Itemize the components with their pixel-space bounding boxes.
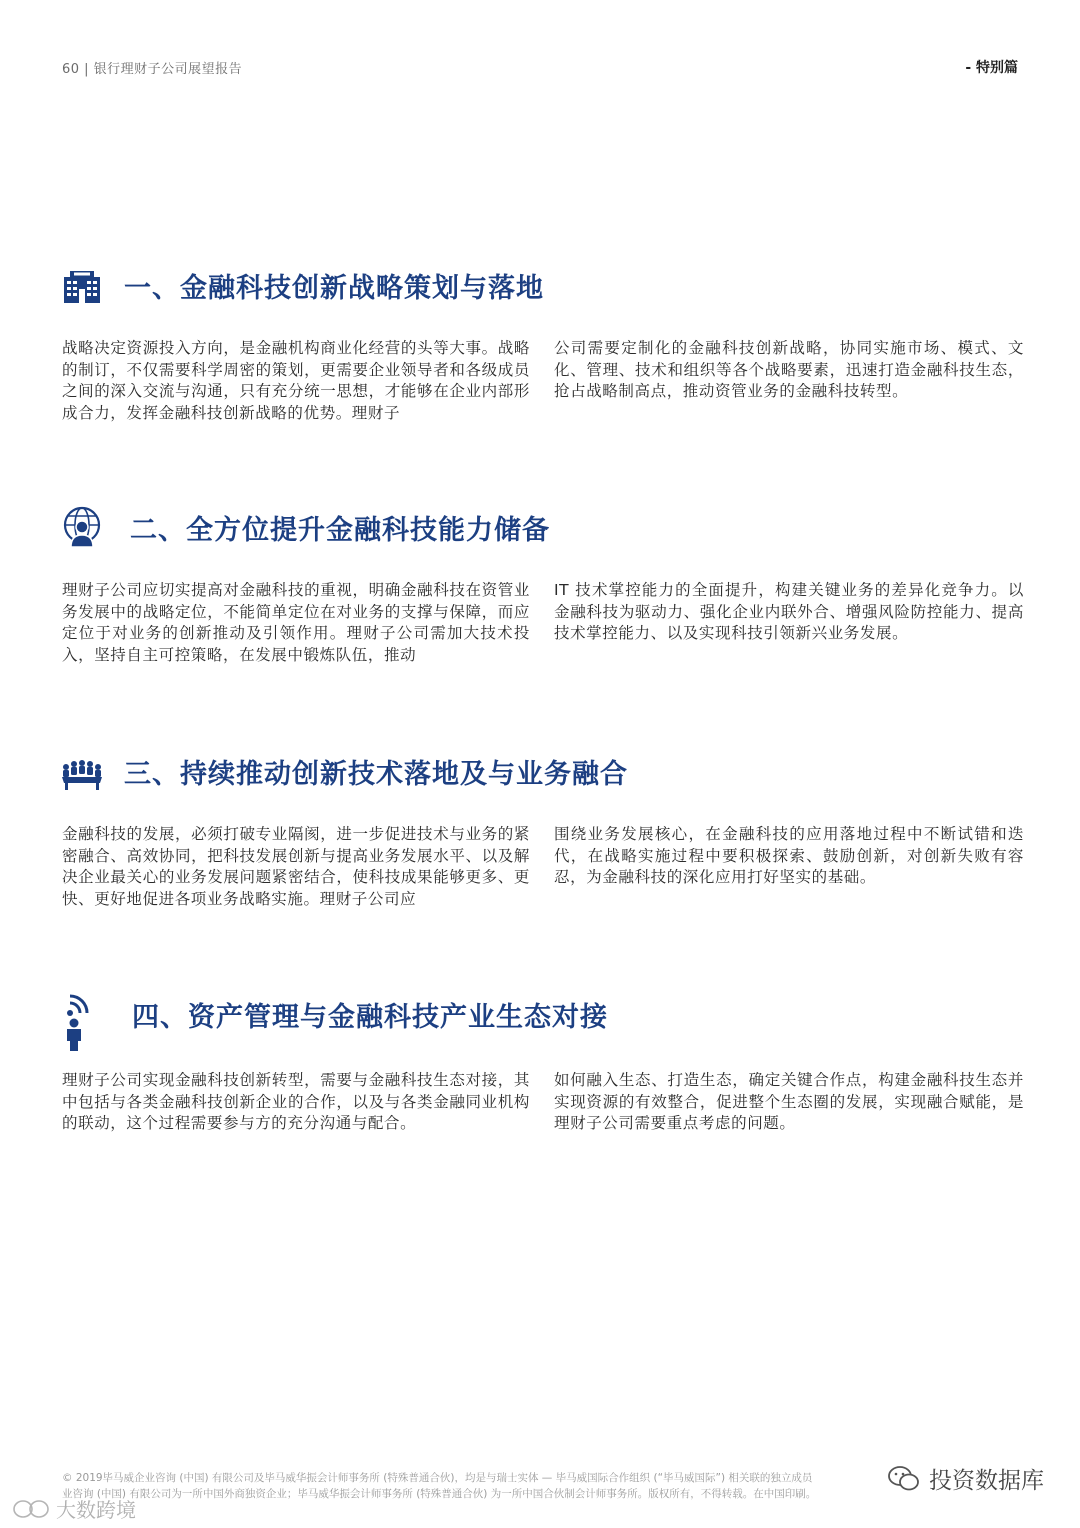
watermark-right xyxy=(887,1462,1044,1495)
page-header-right: - 特别篇 xyxy=(965,60,1018,76)
section-text-right: 围绕业务发展核心，在金融科技的应用落地过程中不断试错和迭代，在战略实施过程中要积极探索、鼓励创新，对创新失败有容忍，为金融科技的深化应用打好坚实的基础。 xyxy=(554,825,1024,886)
page-header-left: 60 | 银行理财子公司展望报告 xyxy=(62,62,243,77)
person-signal-icon xyxy=(60,993,104,1053)
section-title: 三、持续推动创新技术落地及与业务融合 xyxy=(124,758,628,790)
section-text-right: IT 技术掌控能力的全面提升，构建关键业务的差异化竞争力。以金融科技为驱动力、强化企业内联外合、增强风险防控能力、提高技术掌控能力、以及实现科技引领新兴业务发展。 xyxy=(554,581,1024,642)
section-text-right: 公司需要定制化的金融科技创新战略，协同实施市场、模式、文化、管理、技术和组织等各个战略要素，迅速打造金融科技生态，抢占战略制高点，推动资管业务的金融科技转型。 xyxy=(554,339,1024,400)
section-text-left: 金融科技的发展，必须打破专业隔阂，进一步促进技术与业务的紧密融合、高效协同，把科技发展创新与提高业务发展水平、以及解决企业最关心的业务发展问题紧密结合，使科技成果能够更多、更快、更好地促进各项业务战略实施。理财子公司应 xyxy=(62,825,530,908)
section-text-left: 理财子公司应切实提高对金融科技的重视，明确金融科技在资管业务发展中的战略定位，不能简单定位在对业务的支撑与保障，而应定位于对业务的创新推动及引领作用。理财子公司需加大技术投入，坚持自主可控策略，在发展中锻炼队伍，推动 xyxy=(62,581,530,664)
watermark-left xyxy=(12,1494,136,1523)
section-text-left: 战略决定资源投入方向，是金融机构商业化经营的头等大事。战略的制订，不仅需要科学周密的策划，更需要企业领导者和各级成员之间的深入交流与沟通，只有充分统一思想，才能够在企业内部形成合力，发挥金融科技创新战略的优势。理财子 xyxy=(62,339,530,422)
section-title: 四、资产管理与金融科技产业生态对接 xyxy=(132,1001,608,1033)
global-person-icon xyxy=(60,505,104,549)
copyright-footer xyxy=(62,1470,992,1502)
footer-line-2: 业咨询 (中国) 有限公司为一所中国外商独资企业；毕马威华振会计师事务所 (特殊普通合伙) 为一所中国合伙制会计师事务所。版权所有，不得转载。在中国印刷。 xyxy=(62,1488,817,1500)
bank-building-icon xyxy=(60,263,104,307)
section-text-left: 理财子公司实现金融科技创新转型，需要与金融科技生态对接，其中包括与各类金融科技创新企业的合作，以及与各类金融同业机构的联动，这个过程需要参与方的充分沟通与配合。 xyxy=(62,1071,530,1132)
watermark-left-text: 大数跨境 xyxy=(56,1498,136,1522)
bubble-logo-icon xyxy=(12,1497,52,1521)
wechat-icon xyxy=(887,1465,921,1493)
section-title: 一、金融科技创新战略策划与落地 xyxy=(124,272,544,304)
footer-line-1: © 2019毕马威企业咨询 (中国) 有限公司及毕马威华振会计师事务所 (特殊普通合伙)，均是与瑞士实体 — 毕马威国际合作组织 (“毕马威国际”) 相关联的独立成员 xyxy=(62,1472,813,1484)
watermark-right-text: 投资数据库 xyxy=(929,1468,1044,1494)
meeting-table-icon xyxy=(60,749,104,793)
section-text-right: 如何融入生态、打造生态，确定关键合作点，构建金融科技生态并实现资源的有效整合，促进整个生态圈的发展，实现融合赋能，是理财子公司需要重点考虑的问题。 xyxy=(554,1071,1024,1132)
section-title: 二、全方位提升金融科技能力储备 xyxy=(130,514,550,546)
